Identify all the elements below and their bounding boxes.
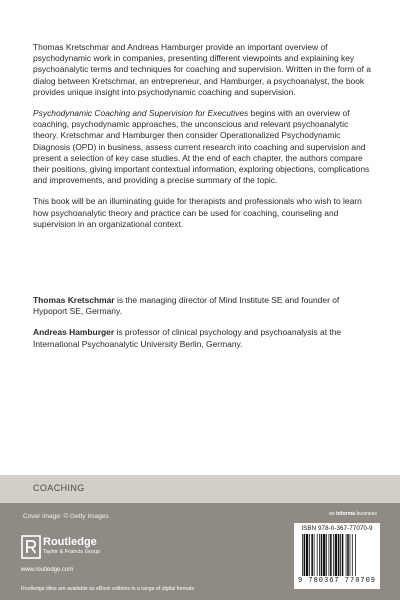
cover-credit: Cover image: © Getty Images xyxy=(23,513,109,520)
publisher-group: Taylor & Francis Group xyxy=(43,549,101,555)
author-name-2: Andreas Hamburger xyxy=(33,327,115,338)
author-bio-1 xyxy=(33,295,373,317)
barcode-bar xyxy=(326,534,327,576)
barcode-bar xyxy=(321,534,323,576)
barcode-bar xyxy=(319,534,320,576)
author-bio-text-2: is professor of clinical psychology and psychoanalysis at the International Psychoanalytic University Berlin, Germany. xyxy=(33,327,342,349)
blurb xyxy=(33,42,373,240)
barcode-bar xyxy=(335,534,337,576)
subject-label: COACHING xyxy=(33,483,85,493)
publisher-band xyxy=(0,503,400,600)
barcode-bar xyxy=(306,534,308,576)
barcode-bar xyxy=(314,534,315,576)
subject-band xyxy=(0,475,400,503)
author-bio-text-1: is the managing director of Mind Institute SE and founder of Hypoport SE, Germany. xyxy=(33,295,340,317)
blurb-paragraph-2-text: begins with an overview of coaching, psychodynamic approaches, the unconscious and relevant psychoanalytic theory. Kretschmar and Hamburger then consider Operationalized Psychodynamic Diagnosis (OPD) in business, assess current research into coaching and supervision and present a selection of key case studies. At the end of each chapter, the authors compare their positions, giving important contextual information, exploring objections, complications and improvements, and providing a precise summary of the topic. xyxy=(33,108,370,186)
ebook-note: Routledge titles are available as eBook editions in a range of digital formats xyxy=(21,586,195,592)
barcode-bar xyxy=(304,534,306,576)
book-title-italic: Psychodynamic Coaching and Supervision for Executives xyxy=(33,108,249,119)
informa-suffix: business xyxy=(355,511,377,517)
barcode-bar xyxy=(346,534,347,576)
author-name-1: Thomas Kretschmar xyxy=(33,295,115,305)
barcode-bar xyxy=(342,534,344,576)
barcode-bar xyxy=(329,534,330,576)
barcode-bars xyxy=(302,534,374,576)
barcode-bar xyxy=(338,534,340,576)
blurb-paragraph-2 xyxy=(33,108,373,186)
barcode-digits: 9 780367 770709 xyxy=(297,577,376,585)
informa-business xyxy=(329,511,377,517)
barcode-bar xyxy=(347,534,349,576)
barcode-bar xyxy=(333,534,334,576)
isbn-barcode xyxy=(294,523,380,589)
barcode-bar xyxy=(355,534,356,576)
informa-prefix: an xyxy=(328,511,337,517)
barcode-bar xyxy=(323,534,325,576)
informa-brand: informa xyxy=(336,511,356,517)
author-bios xyxy=(33,295,373,360)
barcode-bar xyxy=(352,534,353,576)
barcode-bar xyxy=(340,534,341,576)
publisher-website: www.routledge.com xyxy=(21,567,74,573)
blurb-paragraph-3: This book will be an illuminating guide for therapists and professionals who wish to learn how psychoanalytic theory and practice can be used for coaching, counseling and supervision in an organizational context. xyxy=(33,196,362,229)
barcode-bar xyxy=(350,534,351,576)
barcode-bar xyxy=(330,534,332,576)
barcode-bar xyxy=(302,534,303,576)
barcode-bar xyxy=(309,534,310,576)
author-bio-2 xyxy=(33,327,373,349)
barcode-bar xyxy=(317,534,318,576)
routledge-r-logo-icon xyxy=(21,535,41,559)
isbn-text: ISBN 978-0-367-77070-9 xyxy=(301,525,373,532)
blurb-paragraph-1: Thomas Kretschmar and Andreas Hamburger provide an important overview of psychodynamic work in companies, presenting different viewpoints and explaining key psychoanalytic terms and techniques for coaching and supervision. Written in the form of a dialog between Kretschmar, an entrepreneur, and Hamburger, a psychoanalyst, the book provides unique insight into psychodynamic coaching and supervision. xyxy=(33,42,371,97)
barcode-bar xyxy=(311,534,313,576)
routledge-logo xyxy=(21,535,141,563)
publisher-name: Routledge xyxy=(43,536,97,548)
